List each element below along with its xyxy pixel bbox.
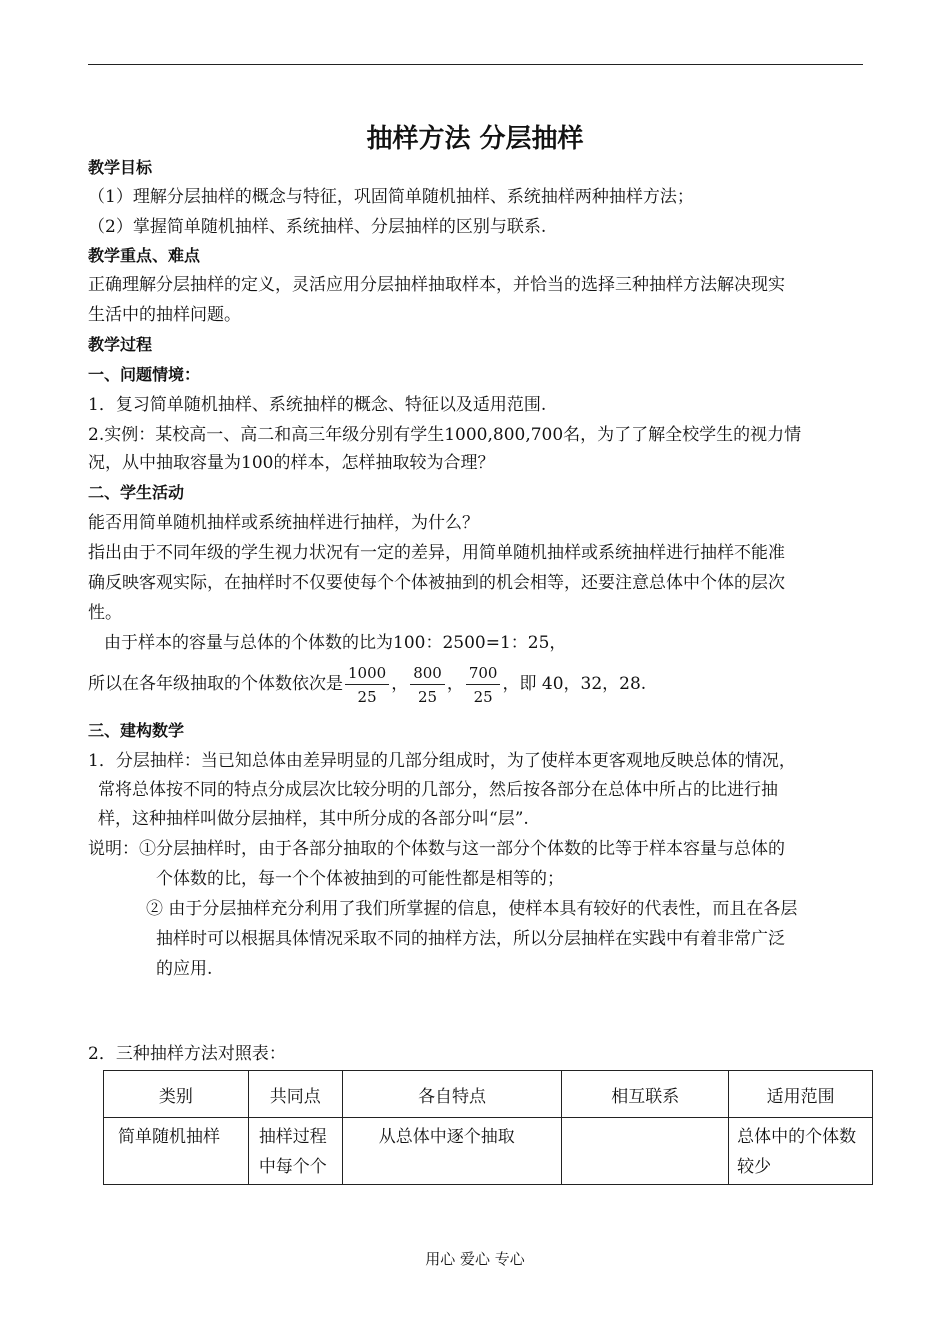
table-caption: 2．三种抽样方法对照表：	[88, 1044, 286, 1064]
part2-answer-line-1: 指出由于不同年级的学生视力状况有一定的差异，用简单随机抽样或系统抽样进行抽样不能准	[88, 543, 785, 563]
heading-key-points: 教学重点、难点	[88, 246, 201, 265]
table-cell: 简单随机抽样	[104, 1118, 249, 1185]
table-header-category: 类别	[104, 1071, 249, 1118]
fraction-denominator: 25	[417, 687, 438, 706]
fraction-numerator: 800	[410, 664, 445, 685]
page-footer: 用心 爱心 专心	[425, 1250, 525, 1268]
part3-definition-line-2: 常将总体按不同的特点分成层次比较分明的几部分，然后按各部分在总体中所占的比进行抽	[98, 780, 778, 800]
fraction-denominator: 25	[473, 687, 493, 706]
part2-result-suffix: ，即 40，32，28.	[502, 674, 647, 694]
table-row	[104, 1118, 873, 1185]
objective-2: （2）掌握简单随机抽样、系统抽样、分层抽样的区别与联系.	[88, 217, 547, 237]
part1-item-2-line-1: 2.实例：某校高一、高二和高三年级分别有学生1000,800,700名，为了了解全校学生的视力情	[88, 425, 802, 445]
fraction-denominator: 25	[357, 687, 377, 706]
table-header-features: 各自特点	[342, 1071, 562, 1118]
sampling-comparison-table	[103, 1070, 873, 1185]
fraction-700-25	[466, 664, 501, 706]
part3-note-2-line-3: 的应用.	[156, 959, 213, 979]
table-header-common: 共同点	[248, 1071, 342, 1118]
heading-part-2: 二、学生活动	[88, 483, 185, 502]
part3-note-1-line-1: 说明：①分层抽样时，由于各部分抽取的个体数与这一部分个体数的比等于样本容量与总体的	[88, 839, 785, 859]
table-cell: 总体中的个体数较少	[729, 1118, 873, 1185]
page-title: 抽样方法 分层抽样	[366, 124, 584, 154]
key-points-line-1: 正确理解分层抽样的定义，灵活应用分层抽样抽取样本，并恰当的选择三种抽样方法解决现实	[88, 275, 785, 295]
part1-item-2-line-2: 况，从中抽取容量为100的样本，怎样抽取较为合理？	[88, 453, 495, 473]
header-rule	[88, 64, 863, 65]
key-points-line-2: 生活中的抽样问题。	[88, 305, 241, 325]
heading-part-3: 三、建构数学	[88, 721, 185, 740]
fraction-numerator: 700	[466, 664, 501, 685]
heading-process: 教学过程	[88, 335, 153, 354]
part3-definition-line-1: 1．分层抽样：当已知总体由差异明显的几部分组成时，为了使样本更客观地反映总体的情况，	[88, 751, 796, 771]
part2-answer-line-3: 性。	[88, 603, 122, 623]
part2-answer-line-2: 确反映客观实际，在抽样时不仅要使每个个体被抽到的机会相等，还要注意总体中个体的层次	[88, 573, 785, 593]
fraction-800-25	[410, 664, 445, 706]
objective-1: （1）理解分层抽样的概念与特征，巩固简单随机抽样、系统抽样两种抽样方法；	[88, 187, 694, 207]
table-cell: 从总体中逐个抽取	[342, 1118, 562, 1185]
table-cell: 抽样过程中每个个	[248, 1118, 342, 1185]
part3-note-2-line-1: ② 由于分层抽样充分利用了我们所掌握的信息，使样本具有较好的代表性，而且在各层	[146, 899, 798, 919]
part2-question: 能否用简单随机抽样或系统抽样进行抽样，为什么？	[88, 513, 479, 533]
heading-objectives: 教学目标	[88, 158, 153, 177]
part2-ratio: 由于样本的容量与总体的个体数的比为100：2500=1：25，	[104, 633, 567, 653]
part3-note-2-line-2: 抽样时可以根据具体情况采取不同的抽样方法，所以分层抽样在实践中有着非常广泛	[156, 929, 785, 949]
part2-result: 所以在各年级抽取的个体数依次是 $\frac{1000}{25}$ ， $\frac{800}{25}$ ， $\frac{700}{25}$ ，即 40，32，28.	[88, 663, 647, 706]
fraction-1000-25	[345, 664, 389, 706]
fraction-numerator: 1000	[345, 664, 389, 685]
part2-result-prefix: 所以在各年级抽取的个体数依次是	[88, 674, 343, 694]
table-header-relation: 相互联系	[562, 1071, 729, 1118]
part1-item-1: 1．复习简单随机抽样、系统抽样的概念、特征以及适用范围.	[88, 395, 547, 415]
table-header-row	[104, 1071, 873, 1118]
table-cell	[562, 1118, 729, 1185]
table-header-scope: 适用范围	[729, 1071, 873, 1118]
part3-definition-line-3: 样，这种抽样叫做分层抽样，其中所分成的各部分叫“层”.	[98, 809, 529, 829]
heading-part-1: 一、问题情境：	[88, 365, 201, 384]
part3-note-1-line-2: 个体数的比，每一个个体被抽到的可能性都是相等的；	[156, 869, 564, 889]
